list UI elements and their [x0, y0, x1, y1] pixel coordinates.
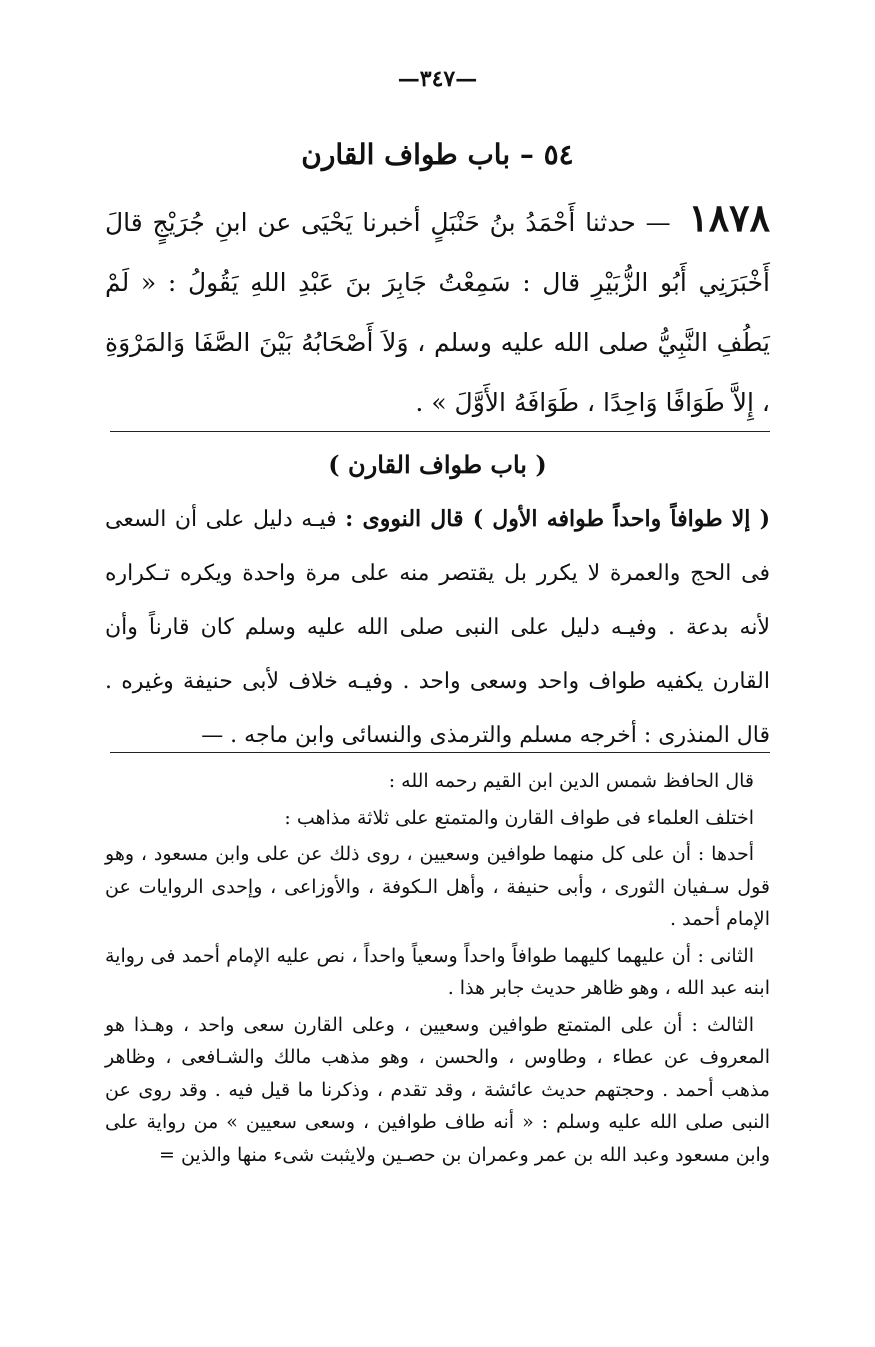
- hadith-number: ١٨٧٨: [688, 195, 770, 240]
- page-number: —٣٤٧—: [397, 66, 478, 92]
- note-paragraph: الثانى : أن عليهما كليهما طوافاً واحداً وسعياً واحداً ، نص عليه الإمام أحمد فى رواية ابنه عبد الله ، وهو ظاهر حديث جابر هذا .: [105, 944, 770, 999]
- commentary-body: فيـه دليل على أن السعى فى الحج والعمرة لا يكرر بل يقتصر منه على مرة واحدة ويكره تـكراره لأنه بدعة . وفيـه دليل على النبى صلى الله عليه وسلم كان قارناً وأن القارن يكفيه طواف واحد وسعى واحد . وفيـه خلاف لأبى حنيفة وغيره . قال المنذرى : أخرجه مسلم والترمذى والنسائى وابن ماجه . —: [105, 507, 770, 748]
- hadith-text: [105, 188, 770, 433]
- divider-rule: [110, 431, 770, 432]
- note-paragraph: اختلف العلماء فى طواف القارن والمتمتع على ثلاثة مذاهب :: [284, 806, 754, 829]
- note-paragraph: الثالث : أن على المتمتع طوافين وسعيين ، وعلى القارن سعى واحد ، وهـذا هو المعروف عن عطاء ، وطاوس ، والحسن ، وهو مذهب مالك والشـافعى ، وظاهر مذهب أحمد . وحجتهم حديث عائشة ، وقد تقدم ، وذكرنا ما قيل فيه . وقد روى عن النبى صلى الله عليه وسلم : « أنه طاف طوافين ، وسعى سعيين » من رواية على وابن مسعود وعبد الله بن عمر وعمران بن حصـين ولايثبت شىء منها والذين =: [105, 1013, 770, 1166]
- divider-rule: [110, 752, 770, 753]
- note-paragraph: أحدها : أن على كل منهما طوافين وسعيين ، روى ذلك عن على وابن مسعود ، وهو قول سـفيان الثورى ، وأبى حنيفة ، وأهل الـكوفة ، والأوزاعى ، وإحدى الروايات عن الإمام أحمد .: [105, 843, 770, 930]
- commentary-title: ( باب طواف القارن ): [328, 450, 547, 479]
- commentary-text: [105, 492, 770, 763]
- note-paragraph: قال الحافظ شمس الدين ابن القيم رحمه الله :: [388, 770, 754, 792]
- commentary-lead: ( إلا طوافاً واحداً طوافه الأول ) قال النووى :: [345, 506, 771, 532]
- footnotes: [105, 765, 770, 1175]
- chapter-title: ٥٤ – باب طواف القارن: [301, 138, 574, 171]
- hadith-body: — حدثنا أَحْمَدُ بنُ حَنْبَلٍ أخبرنا يَحْيَى عن ابنِ جُرَيْجٍ قالَ أَخْبَرَنِي أَبُو الزُّبَيْرِ قال : سَمِعْتُ جَابِرَ بنَ عَبْدِ اللهِ يَقُولُ : « لَمْ يَطُفِ النَّبِيُّ صلى الله عليه وسلم ، وَلاَ أَصْحَابُهُ بَيْنَ الصَّفَا وَالمَرْوَةِ ، إِلاَّ طَوَافًا وَاحِدًا ، طَوَافَهُ الأَوَّلَ » .: [105, 208, 770, 417]
